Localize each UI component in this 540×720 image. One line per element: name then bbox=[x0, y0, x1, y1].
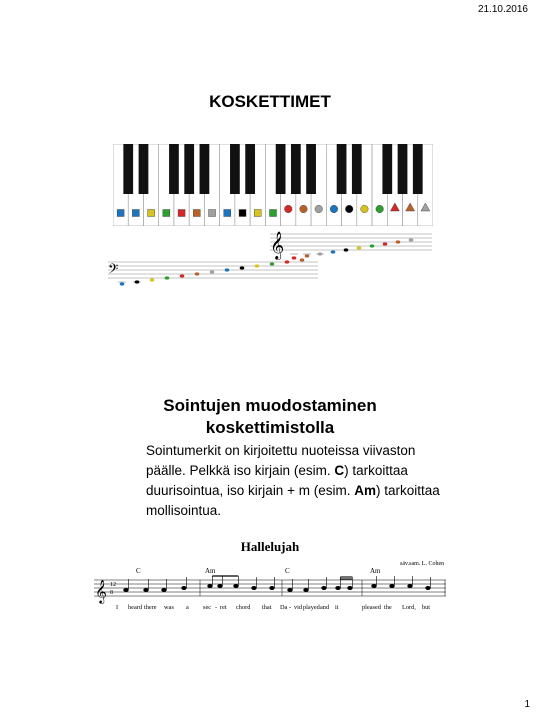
treble-note bbox=[383, 242, 388, 245]
key-marker-square-icon bbox=[239, 210, 246, 217]
lyric-syllable: was bbox=[164, 604, 174, 611]
chord-3: C bbox=[285, 567, 290, 575]
bass-note bbox=[255, 264, 260, 267]
bass-note bbox=[195, 272, 200, 275]
bass-note bbox=[180, 274, 185, 277]
treble-note bbox=[357, 246, 362, 249]
title-line-1: Sointujen muodostaminen bbox=[163, 396, 377, 415]
body-text-1: Sointumerkit on kirjoitettu nuoteissa viivaston päälle. Pelkkä iso kirjain (esim. bbox=[146, 443, 416, 478]
body-text-3: ) tarkoittaa mollisointua. bbox=[146, 483, 440, 518]
key-marker-square-icon bbox=[254, 210, 261, 217]
lyric-syllable: a bbox=[186, 604, 189, 611]
black-key bbox=[276, 144, 286, 194]
key-marker-square-icon bbox=[224, 210, 231, 217]
lyric-syllable: played bbox=[303, 604, 320, 611]
key-marker-square-icon bbox=[178, 210, 185, 217]
treble-clef-icon: 𝄞 bbox=[95, 581, 107, 603]
bass-note bbox=[135, 280, 140, 283]
slide-title-koskettimet: KOSKETTIMET bbox=[209, 92, 331, 111]
body-paragraph bbox=[146, 441, 446, 521]
lyric-syllable: I bbox=[116, 604, 119, 611]
black-key bbox=[352, 144, 362, 194]
bass-note bbox=[150, 278, 155, 281]
lyric-syllable: it bbox=[335, 604, 339, 611]
black-key bbox=[169, 144, 179, 194]
title-line-2: koskettimistolla bbox=[205, 418, 335, 437]
lyric-syllable: but bbox=[422, 604, 431, 611]
black-key bbox=[398, 144, 408, 194]
lyric-syllable: sec bbox=[203, 604, 212, 611]
black-key bbox=[382, 144, 392, 194]
black-key bbox=[245, 144, 255, 194]
example-major-chord: C bbox=[334, 463, 345, 478]
song-title: Hallelujah bbox=[240, 539, 300, 554]
lyric-syllable: - bbox=[289, 604, 292, 611]
bass-note bbox=[300, 258, 305, 261]
page-number: 1 bbox=[524, 699, 530, 710]
treble-note bbox=[409, 238, 414, 241]
lyric-syllable: vid bbox=[294, 604, 303, 611]
black-key bbox=[230, 144, 240, 194]
chord-4: Am bbox=[370, 567, 381, 575]
bass-note bbox=[285, 260, 290, 263]
bass-note bbox=[120, 282, 125, 285]
black-key bbox=[291, 144, 301, 194]
bass-staff bbox=[106, 256, 320, 298]
key-marker-circle-icon bbox=[315, 205, 323, 213]
lyric-syllable: that bbox=[262, 604, 272, 611]
lyric-syllable: the bbox=[384, 604, 392, 611]
black-key bbox=[139, 144, 149, 194]
slide-title-sointujen bbox=[0, 395, 540, 439]
lyric-syllable: there bbox=[144, 604, 157, 611]
piano-keyboard bbox=[113, 144, 433, 226]
black-key bbox=[123, 144, 133, 194]
key-marker-square-icon bbox=[270, 210, 277, 217]
key-marker-circle-icon bbox=[345, 205, 353, 213]
bass-note bbox=[270, 262, 275, 265]
black-key bbox=[200, 144, 210, 194]
key-marker-circle-icon bbox=[376, 205, 384, 213]
staff-lines bbox=[108, 262, 318, 278]
key-marker-circle-icon bbox=[361, 205, 369, 213]
bass-note bbox=[225, 268, 230, 271]
treble-note bbox=[396, 240, 401, 243]
svg-text:12: 12 bbox=[110, 582, 116, 588]
key-marker-cross-icon bbox=[163, 210, 170, 217]
key-marker-circle-icon bbox=[300, 205, 308, 213]
lyric-syllable: Lord, bbox=[402, 604, 416, 611]
lyric-syllable: heard bbox=[128, 604, 142, 611]
bass-note bbox=[165, 276, 170, 279]
key-marker-square-icon bbox=[209, 210, 216, 217]
key-marker-cross-icon bbox=[132, 210, 139, 217]
black-key bbox=[413, 144, 423, 194]
treble-note bbox=[331, 250, 336, 253]
black-key bbox=[184, 144, 194, 194]
header-date: 21.10.2016 bbox=[477, 4, 528, 15]
lyric-syllable: pleased bbox=[362, 604, 381, 611]
bass-note bbox=[240, 266, 245, 269]
example-minor-chord: Am bbox=[354, 483, 376, 498]
staff-lines bbox=[270, 234, 432, 250]
key-marker-circle-icon bbox=[330, 205, 338, 213]
lyric-syllable: Da bbox=[280, 604, 288, 611]
chord-2: Am bbox=[205, 567, 216, 575]
lyric-syllable: - bbox=[215, 604, 218, 611]
bass-note bbox=[210, 270, 215, 273]
lyric-syllable: and bbox=[320, 604, 330, 611]
svg-text:8: 8 bbox=[110, 590, 113, 596]
key-marker-cross-icon bbox=[117, 210, 124, 217]
bass-clef-icon: 𝄢 bbox=[108, 263, 119, 280]
treble-note bbox=[344, 248, 349, 251]
lyric-syllable: ret bbox=[220, 604, 227, 611]
sheet-music-staff bbox=[92, 574, 448, 604]
key-marker-cross-icon bbox=[148, 210, 155, 217]
lyric-syllable: chord bbox=[236, 604, 251, 611]
black-key bbox=[337, 144, 347, 194]
key-marker-square-icon bbox=[193, 210, 200, 217]
chord-1: C bbox=[136, 567, 141, 575]
body-text-2: ) tarkoittaa duurisointua, iso kirjain + m (esim. bbox=[146, 463, 408, 498]
treble-note bbox=[370, 244, 375, 247]
treble-clef-icon: 𝄞 bbox=[270, 233, 285, 259]
black-key bbox=[306, 144, 316, 194]
song-credit: säv.sam. L. Cohen bbox=[400, 561, 445, 567]
key-marker-circle-icon bbox=[284, 205, 292, 213]
